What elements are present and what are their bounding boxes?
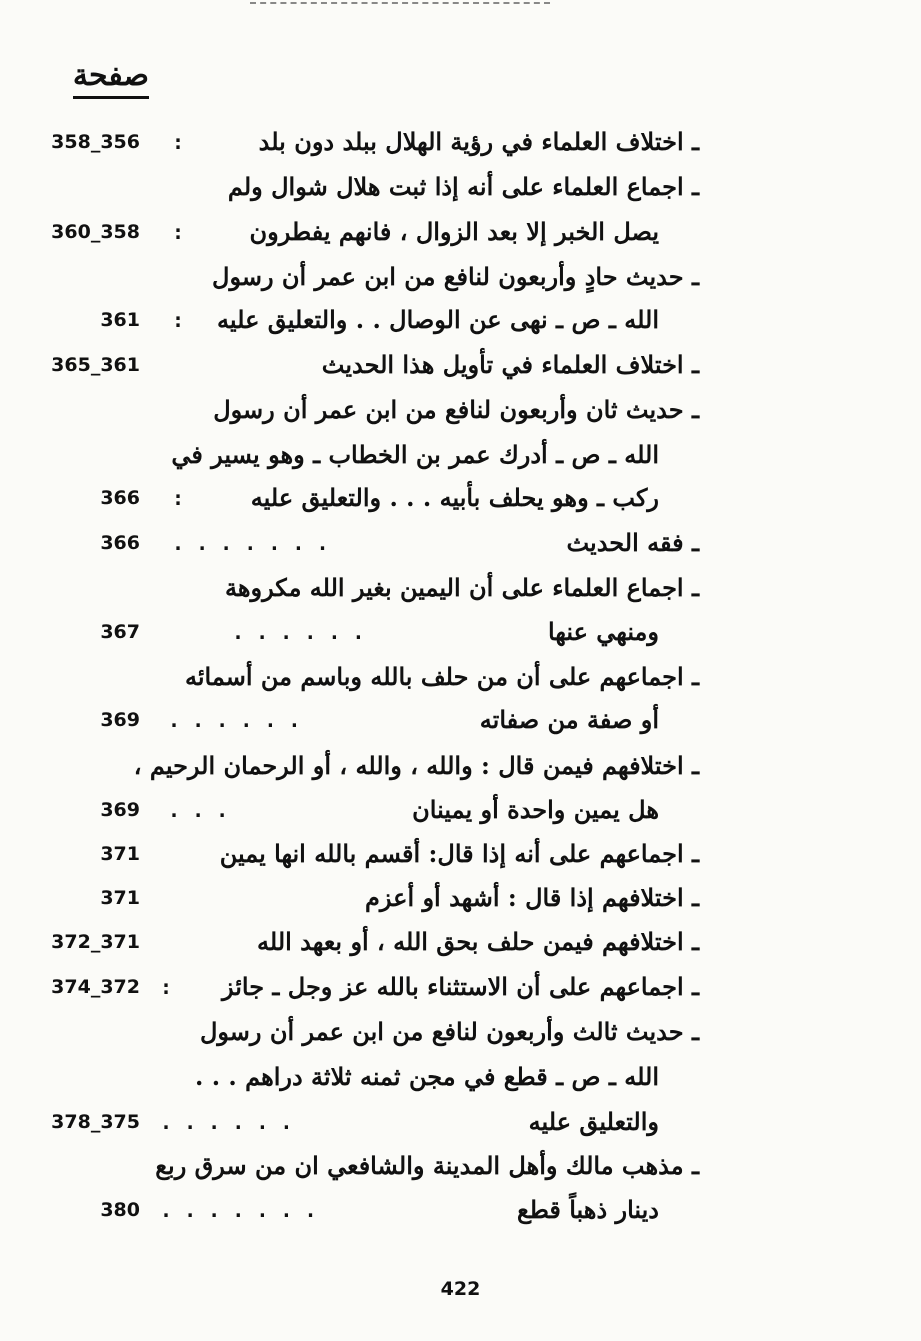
top-rule (250, 2, 550, 4)
toc-entry-text: ـ اختلافهم فيمن قال : والله ، والله ، أو الرحمان الرحيم ، (133, 751, 699, 780)
toc-page-ref: 372_371 (51, 931, 140, 953)
toc-line (0, 433, 921, 477)
toc-entry-text: ـ اجماعهم على أن الاستثناء بالله عز وجل ـ جائز (221, 972, 699, 1001)
toc-page-ref: 369 (100, 799, 140, 821)
toc-entry-text: هل يمين واحدة أو يمينان (412, 795, 659, 824)
toc-entry-text: ـ فقه الحديث (566, 528, 699, 557)
toc-page-ref: 371 (100, 843, 140, 865)
toc-entry-text: ـ اجماع العلماء على أن اليمين بغير الله مكروهة (224, 573, 699, 602)
toc-entry-text: ـ حديث حادٍ وأربعون لنافع من ابن عمر أن رسول (212, 262, 699, 291)
toc-line (0, 343, 921, 387)
toc-line (0, 210, 921, 254)
toc-entry-text: دينار ذهباً قطع (516, 1195, 659, 1224)
toc-line (0, 655, 921, 699)
toc-entry-text: ـ اجماعهم على أن من حلف بالله وباسم من أسمائه (184, 662, 699, 691)
toc-leader: : (172, 308, 185, 332)
toc-entry-text: ـ اختلافهم إذا قال : أشهد أو أعزم (365, 883, 699, 912)
toc-line (0, 388, 921, 432)
toc-entry-text: ـ حديث ثالث وأربعون لنافع من ابن عمر أن رسول (199, 1017, 699, 1046)
toc-entry-text: ـ اختلاف العلماء في تأويل هذا الحديث (321, 350, 699, 379)
toc-page-ref: 374_372 (51, 976, 140, 998)
toc-line (0, 965, 921, 1009)
toc-page-ref: 369 (100, 709, 140, 731)
toc-entry-text: الله ـ ص ـ قطع في مجن ثمنه ثلاثة دراهم . . . (194, 1062, 659, 1091)
toc-entry-text: ـ حديث ثان وأربعون لنافع من ابن عمر أن رسول (213, 395, 699, 424)
toc-entry-text: ـ اجماع العلماء على أنه إذا ثبت هلال شوال ولم (227, 172, 699, 201)
page-header: صفحة (73, 58, 149, 99)
toc-entry-text: ـ اجماعهم على أنه إذا قال: أقسم بالله انها يمين (219, 839, 699, 868)
toc-entry-text: ـ اختلافهم فيمن حلف بحق الله ، أو بعهد الله (257, 927, 699, 956)
toc-line (0, 1144, 921, 1188)
toc-line (0, 255, 921, 299)
toc-leader: : (172, 486, 185, 510)
toc-line (0, 698, 921, 742)
toc-page-ref: 366 (100, 487, 140, 509)
toc-line (0, 1010, 921, 1054)
toc-line (0, 1188, 921, 1232)
toc-line (0, 476, 921, 520)
toc-line (0, 1055, 921, 1099)
toc-line (0, 832, 921, 876)
toc-page-ref: 367 (100, 621, 140, 643)
toc-leader: . . . . . . (168, 708, 301, 732)
toc-leader: . . . . . . (232, 620, 365, 644)
toc-entry-text: ـ اختلاف العلماء في رؤية الهلال ببلد دون بلد (258, 127, 699, 156)
toc-line (0, 788, 921, 832)
toc-entry-text: الله ـ ص ـ نهى عن الوصال . . والتعليق عليه (217, 305, 659, 334)
toc-leader: . . . . . . . (160, 1198, 317, 1222)
toc-leader: : (160, 975, 173, 999)
toc-entry-text: ومنهي عنها (547, 617, 659, 646)
toc-page-ref: 360_358 (51, 221, 140, 243)
toc-line (0, 566, 921, 610)
toc-entry-text: الله ـ ص ـ أدرك عمر بن الخطاب ـ وهو يسير في (171, 440, 659, 469)
page-number: 422 (440, 1278, 481, 1300)
toc-leader: . . . (168, 798, 229, 822)
toc-line (0, 298, 921, 342)
toc-page-ref: 371 (100, 887, 140, 909)
toc-leader: : (172, 220, 185, 244)
toc-entry-text: ركب ـ وهو يحلف بأبيه . . . والتعليق عليه (250, 483, 659, 512)
toc-line (0, 165, 921, 209)
toc-line (0, 1100, 921, 1144)
toc-page-ref: 361 (100, 309, 140, 331)
toc-entry-text: يصل الخبر إلا بعد الزوال ، فانهم يفطرون (249, 217, 659, 246)
toc-line (0, 744, 921, 788)
toc-page-ref: 380 (100, 1199, 140, 1221)
toc-line (0, 920, 921, 964)
toc-page-ref: 365_361 (51, 354, 140, 376)
toc-page-ref: 358_356 (51, 131, 140, 153)
toc-leader: . . . . . . . (172, 531, 329, 555)
toc-entry-text: أو صفة من صفاته (479, 705, 659, 734)
toc-line (0, 610, 921, 654)
toc-entry-text: ـ مذهب مالك وأهل المدينة والشافعي ان من سرق ربع (155, 1151, 699, 1180)
toc-line (0, 876, 921, 920)
toc-leader: : (172, 130, 185, 154)
toc-page-ref: 366 (100, 532, 140, 554)
toc-page-ref: 378_375 (51, 1111, 140, 1133)
toc-line (0, 120, 921, 164)
toc-leader: . . . . . . (160, 1110, 293, 1134)
toc-entry-text: والتعليق عليه (528, 1107, 659, 1136)
toc-line (0, 521, 921, 565)
